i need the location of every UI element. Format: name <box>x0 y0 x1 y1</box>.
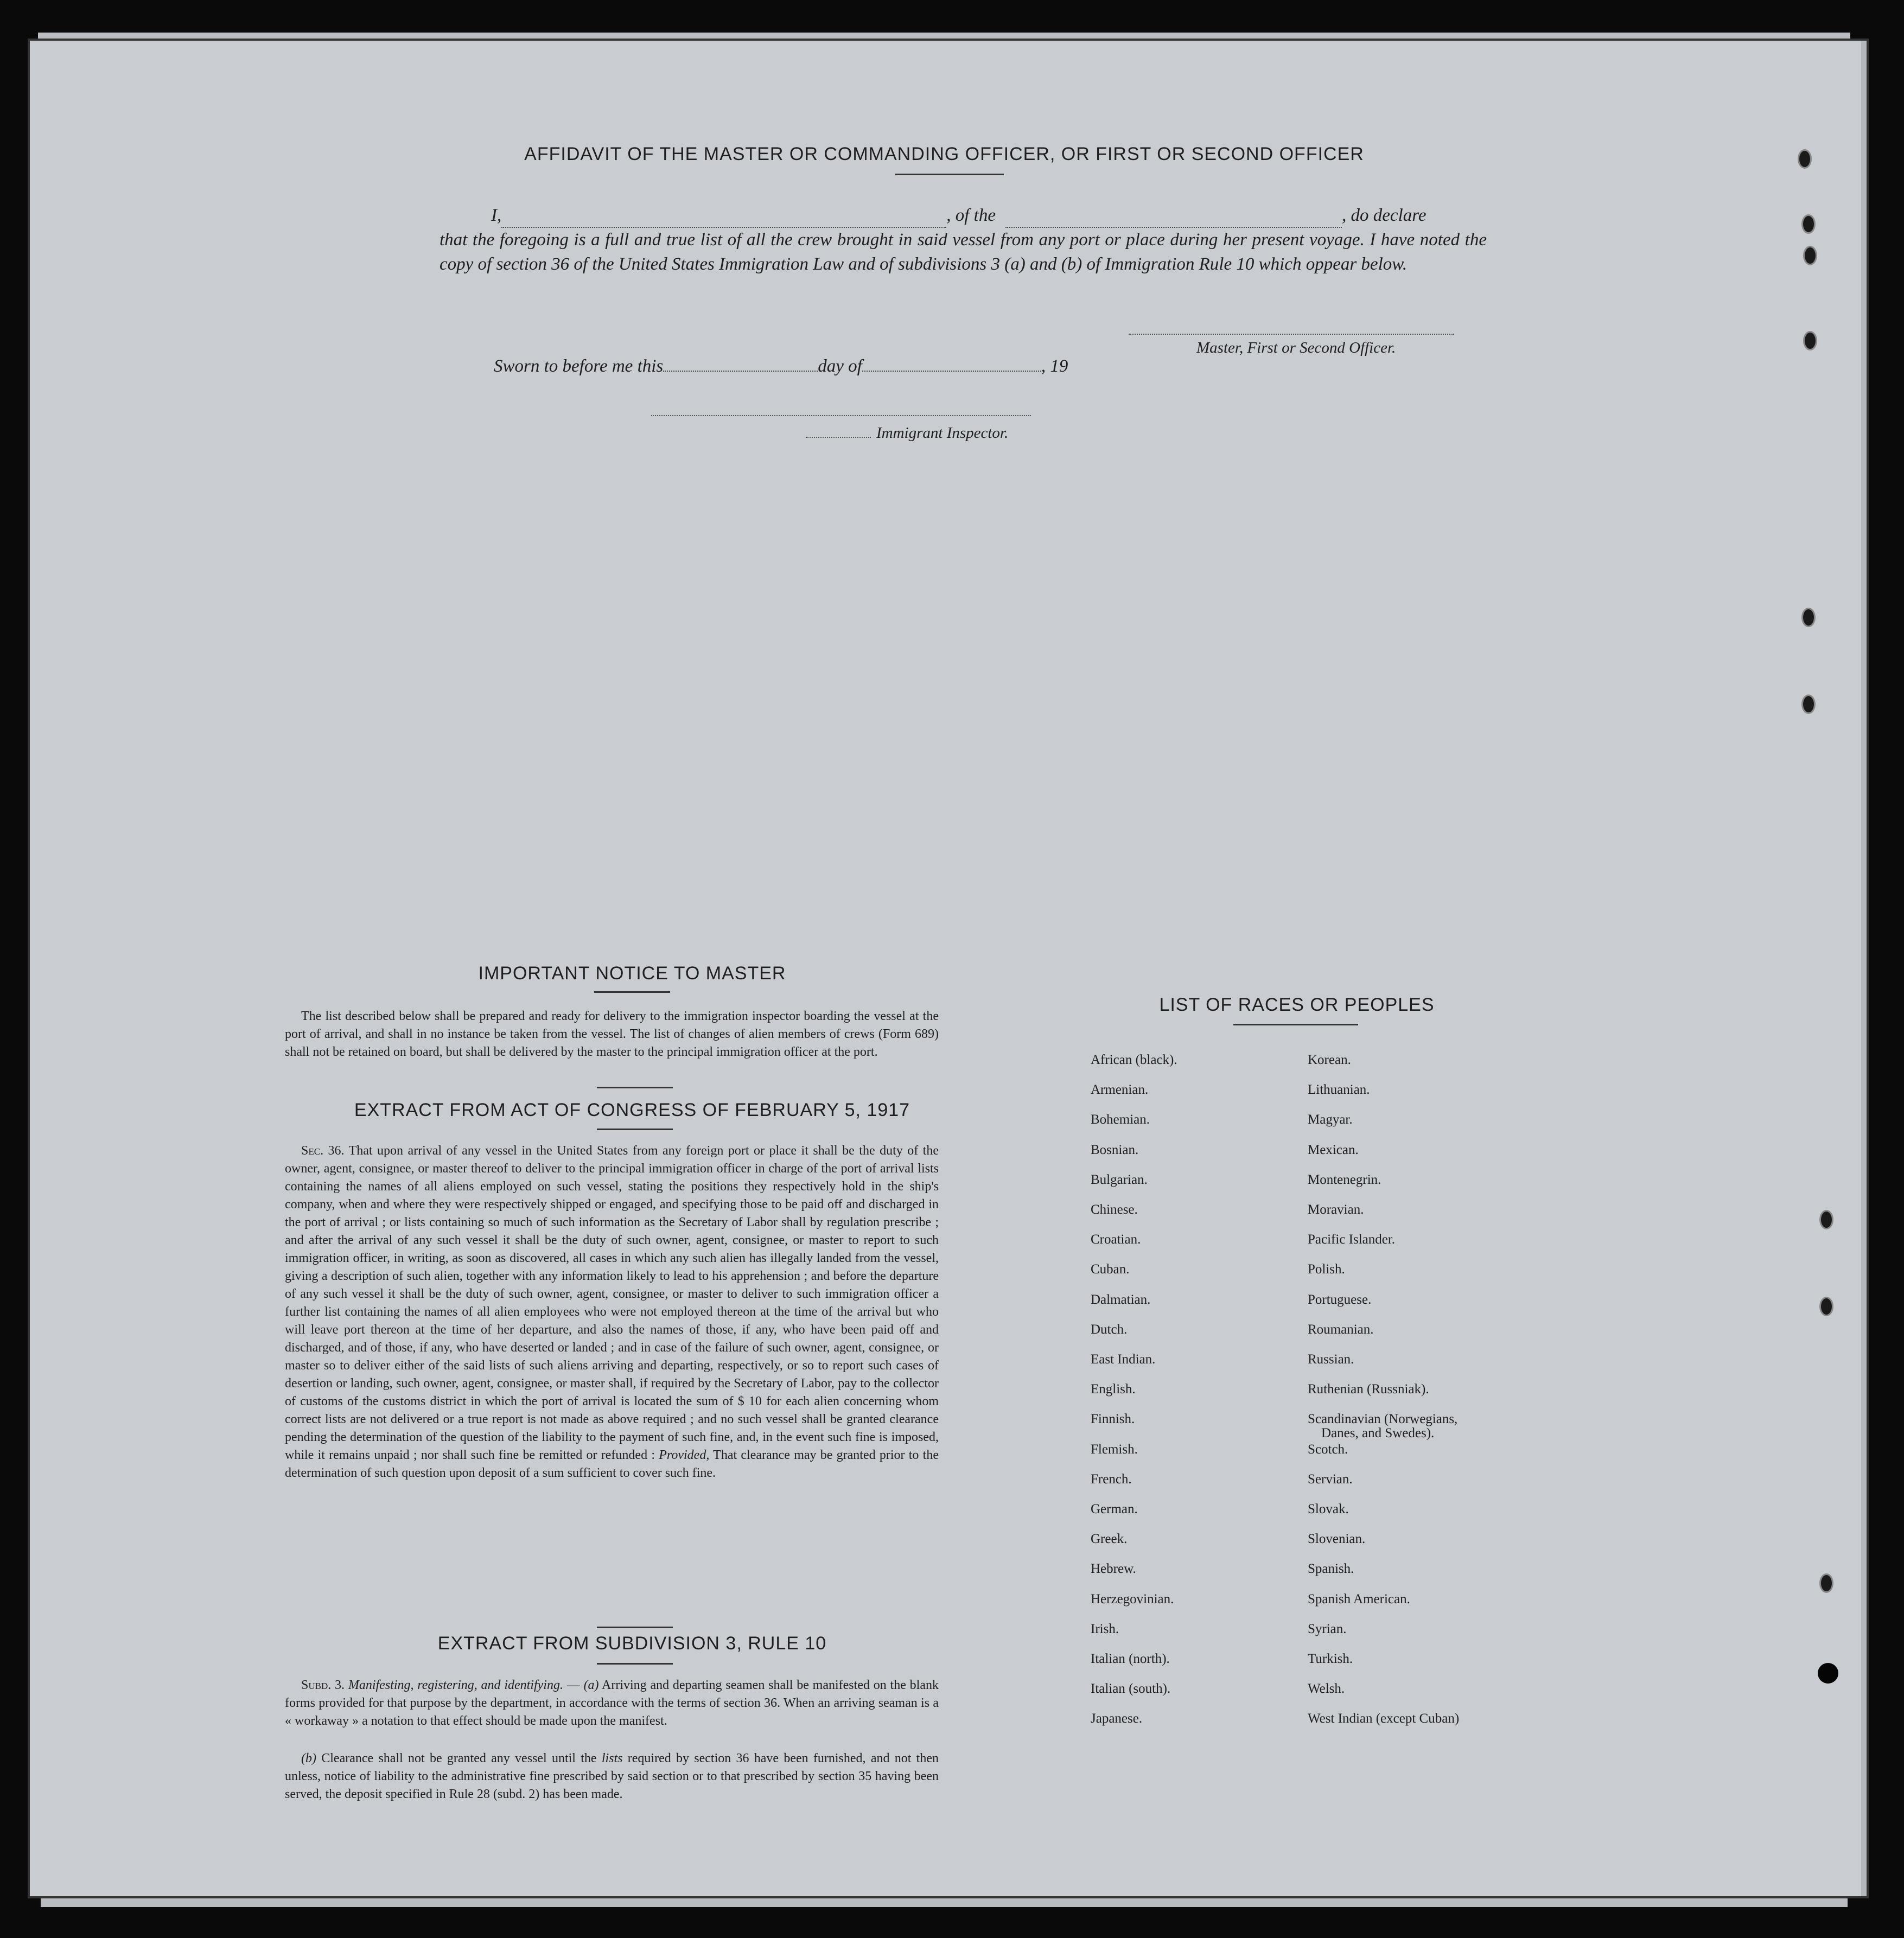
rule-title-rule <box>597 1663 673 1665</box>
act-title: EXTRACT FROM ACT OF CONGRESS OF FEBRUARY 5, 1917 <box>354 1100 910 1120</box>
race-item: Turkish. <box>1308 1652 1353 1666</box>
act-provided: Provided, <box>659 1448 710 1462</box>
notice-title: IMPORTANT NOTICE TO MASTER <box>478 963 786 984</box>
punch-hole <box>1819 1210 1833 1229</box>
race-item: Lithuanian. <box>1308 1082 1370 1098</box>
rule-text-a: Subd. 3. Manifesting, registering, and identifying. — (a) Arriving and departing seamen shall be manifested on the blank forms provided for that purpose by the department, in accordance with the terms of section 36. When an arriving seaman is a « workaway » a notation to that effect should be made upon the manifest. <box>285 1678 939 1728</box>
race-item: East Indian. <box>1091 1352 1156 1367</box>
race-item: Roumanian. <box>1308 1322 1374 1337</box>
race-item: Bulgarian. <box>1091 1172 1148 1187</box>
race-item: Magyar. <box>1308 1112 1353 1127</box>
notice-text: The list described below shall be prepared and ready for delivery to the immigration inspector boarding the vessel at the port of arrival, and shall in no instance be taken from the vessel. The list of changes of alien members of crews (Form 689) shall not be retained on board, but shall be delivered by the master to the principal immigration officer at the port. <box>285 1009 939 1059</box>
affidavit-first-line <box>440 203 1487 228</box>
rule-b-text-1: Clearance shall not be granted any vessel until the <box>321 1751 597 1765</box>
rule-b-lists: lists <box>601 1751 623 1765</box>
sworn-month-blank <box>862 356 1041 372</box>
vessel-blank <box>1005 213 1342 228</box>
day-of-label: day of <box>818 356 862 376</box>
race-item: Bosnian. <box>1091 1142 1139 1157</box>
act-body-end: That clearance may be granted prior to the determination of such question upon deposit of a sum sufficient to cover such fine. <box>285 1448 939 1480</box>
race-item: Hebrew. <box>1091 1561 1136 1577</box>
sworn-day-blank <box>663 356 818 372</box>
punch-hole <box>1803 246 1817 265</box>
year-label: , 19 <box>1041 356 1068 376</box>
sworn-line <box>494 356 1068 377</box>
race-item: Finnish. <box>1091 1412 1135 1427</box>
race-item: German. <box>1091 1502 1138 1516</box>
races-title: LIST OF RACES OR PEOPLES <box>1159 994 1435 1015</box>
act-top-rule <box>597 1087 673 1088</box>
act-text <box>285 1142 939 1482</box>
race-item-continuation: Danes, and Swedes). <box>1321 1426 1435 1441</box>
race-item: Irish. <box>1091 1621 1119 1636</box>
race-item: Italian (south). <box>1091 1681 1171 1697</box>
inspector-signature-line <box>651 415 1031 416</box>
punch-hole <box>1803 331 1817 350</box>
race-item: Russian. <box>1308 1352 1354 1367</box>
race-item: Servian. <box>1308 1471 1353 1487</box>
race-item: Italian (north). <box>1091 1652 1170 1666</box>
notice-title-rule <box>594 991 670 993</box>
affidavit-of-the: , of the <box>946 206 996 225</box>
race-item: Mexican. <box>1308 1142 1359 1157</box>
race-item: English. <box>1091 1382 1136 1397</box>
race-item: West Indian (except Cuban) <box>1308 1711 1460 1726</box>
race-item: Cuban. <box>1091 1262 1130 1277</box>
affidavit-title-rule <box>895 174 1004 175</box>
rule-text-b <box>285 1750 939 1803</box>
race-item: Ruthenian (Russniak). <box>1308 1382 1429 1397</box>
affidavit-text: that the foregoing is a full and true list of all the crew brought in said vessel from any port or place during her present voyage. I have noted the copy of section 36 of the United States Immigration Law and of subdivisions 3 (a) and (b) of Immigration Rule 10 which oppear below. <box>440 230 1487 274</box>
act-title-rule <box>597 1129 673 1130</box>
race-item: Pacific Islander. <box>1308 1232 1396 1247</box>
race-item: African (black). <box>1091 1053 1177 1067</box>
race-item: Portuguese. <box>1308 1292 1372 1307</box>
rule-top-rule <box>597 1627 673 1628</box>
punch-hole <box>1798 149 1812 169</box>
rule-b-label: (b) <box>301 1751 316 1765</box>
punch-hole <box>1819 1573 1833 1593</box>
punch-hole <box>1801 694 1816 714</box>
race-item: Spanish. <box>1308 1561 1354 1577</box>
race-item: Dalmatian. <box>1091 1292 1151 1307</box>
race-item: Scandinavian (Norwegians, <box>1308 1412 1458 1427</box>
race-item: Scotch. <box>1308 1442 1348 1457</box>
act-body: That upon arrival of any vessel in the United States from any foreign port or place it shall be the duty of the owner, agent, consignee, or master thereof to deliver to the principal immigration officer in charge of the port of arrival lists containing the names of all aliens employed on such vessel, stating the positions they respectively hold in the ship's company, when and where they were respectively shipped or engaged, and specifying those to be paid off and discharged in the port of arrival ; or lists containing so much of such information as the Secretary of Labor shall by regulation prescribe ; and after the arrival of any such vessel it shall be the duty of such owner, agent, consignee, or master to report to such immigration officer, in writing, as soon as discovered, all cases in which any such alien has illegally landed from the vessel, giving a description of such alien, together with any information likely to lead to his apprehension ; and before the departure of any such vessel it shall be the duty of such owner, agent, consignee, or master to deliver to such immigration officer a further list containing the names of all alien employees who were not employed thereon at the time of the arrival but who will leave port thereon at the time of her departure, and also the names of those, if any, who have been paid off and discharged, and of those, if any, who have deserted or landed ; and in case of the failure of such owner, agent, consignee, or master so to deliver either of the said lists of such aliens arriving and departing, respectively, or so to report such cases of desertion or landing, such owner, agent, consignee, or master shall, if required by the Secretary of Labor, pay to the collector of customs of the customs district in which the port of arrival is located the sum of $ 10 for each alien concerning whom correct lists are not delivered or a true report is not made as above required ; and no such vessel shall be granted clearance pending the determination of the question of the liability to the payment of such fine, and, in the event such fine is imposed, while it remains unpaid ; nor shall such fine be remitted or refunded : <box>285 1144 939 1462</box>
race-item: Japanese. <box>1091 1711 1143 1726</box>
races-title-rule <box>1233 1024 1358 1025</box>
race-item: Flemish. <box>1091 1442 1138 1457</box>
punch-hole <box>1801 214 1816 234</box>
master-signature-label: Master, First or Second Officer. <box>1196 339 1396 356</box>
race-item: Montenegrin. <box>1308 1172 1381 1187</box>
race-item: Dutch. <box>1091 1322 1128 1337</box>
race-item: French. <box>1091 1471 1132 1487</box>
affidavit-do-declare: , do declare <box>1341 206 1427 225</box>
punch-hole <box>1801 608 1816 627</box>
race-item: Slovenian. <box>1308 1532 1366 1547</box>
sworn-label: Sworn to before me this <box>494 356 664 376</box>
race-item: Chinese. <box>1091 1202 1138 1217</box>
race-item: Syrian. <box>1308 1621 1347 1636</box>
race-item: Polish. <box>1308 1262 1345 1277</box>
punch-hole <box>1819 1297 1833 1316</box>
master-signature-line <box>1129 334 1454 335</box>
race-item: Spanish American. <box>1308 1591 1410 1606</box>
name-blank <box>501 213 946 228</box>
race-item: Armenian. <box>1091 1082 1149 1098</box>
document-sheet <box>30 41 1867 1896</box>
affidavit-title: AFFIDAVIT OF THE MASTER OR COMMANDING OFFICER, OR FIRST OR SECOND OFFICER <box>524 144 1364 164</box>
rule-b-text-2: required by section 36 have been furnished, and not then unless, notice of liability to the administrative fine prescribed by said section or to that prescribed by section 35 having been served, the deposit specified in Rule 28 (subd. 2) has been made. <box>285 1751 939 1801</box>
race-item: Moravian. <box>1308 1202 1364 1217</box>
race-item: Herzegovinian. <box>1091 1591 1174 1606</box>
rule-subd-title: Manifesting, registering, and identifying. <box>348 1678 563 1692</box>
race-item: Croatian. <box>1091 1232 1141 1247</box>
race-item: Slovak. <box>1308 1502 1349 1516</box>
affidavit-body <box>440 203 1487 277</box>
act-sec-label: Sec. 36. <box>301 1144 345 1158</box>
race-item: Welsh. <box>1308 1681 1345 1697</box>
rule-title: EXTRACT FROM SUBDIVISION 3, RULE 10 <box>437 1633 827 1654</box>
rule-a-text: Arriving and departing seamen shall be manifested on the blank forms provided for that purpose by the department, in accordance with the terms of section 36. When an arriving seaman is a « workaway » a notation to that effect should be made upon the manifest. <box>285 1678 939 1728</box>
race-item: Korean. <box>1308 1053 1351 1067</box>
inspector-signature-line-short <box>806 437 871 438</box>
rule-a-label: (a) <box>583 1678 599 1692</box>
race-item: Greek. <box>1091 1532 1128 1547</box>
punch-hole <box>1818 1663 1838 1684</box>
rule-subd-label: Subd. 3. <box>301 1678 345 1692</box>
affidavit-i: I, <box>491 206 502 225</box>
inspector-signature-label: Immigrant Inspector. <box>876 424 1009 442</box>
race-item: Bohemian. <box>1091 1112 1150 1127</box>
